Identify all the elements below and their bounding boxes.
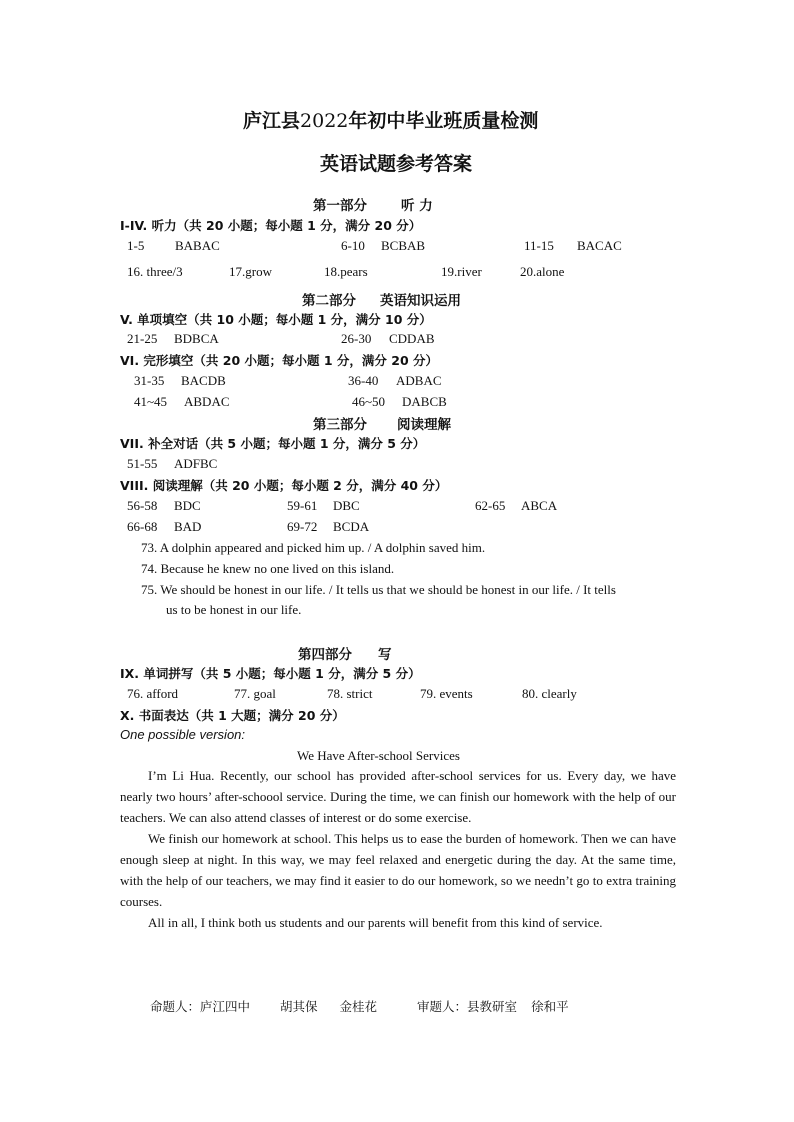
answer-range: 51-55 xyxy=(127,456,158,471)
essay-paragraph: I’m Li Hua. Recently, our school has provided after-school services for us. Every day, we have nearly two hours’ after-schoool service. During the time, we can finish our homework with the help of our teachers. We can also attend classes of interest or do some exercise. xyxy=(120,768,676,825)
word-answer: 18.pears xyxy=(324,264,368,279)
short-answer: 73. A dolphin appeared and picked him up. / A dolphin saved him. xyxy=(141,540,486,555)
word-answer: 77. goal xyxy=(234,686,276,701)
answer-letters: ADFBC xyxy=(174,456,218,471)
part1-heading xyxy=(313,194,433,214)
part3-heading xyxy=(313,413,451,433)
part1-topic: 听 力 xyxy=(401,198,433,214)
word-answer: 76. afford xyxy=(127,686,179,701)
section-heading: X. 书面表达（共 1 大题；满分 20 分） xyxy=(120,708,345,723)
essay-paragraph: All in all, I think both us students and our parents will benefit from this kind of service. xyxy=(148,915,603,930)
answer-range: 46~50 xyxy=(352,394,386,409)
answer-letters: BCDA xyxy=(333,519,370,534)
section-heading: I-IV. 听力（共 20 小题；每小题 1 分，满分 20 分） xyxy=(120,218,422,233)
part2-topic: 英语知识运用 xyxy=(380,293,461,309)
short-answer-continued: us to be honest in our life. xyxy=(166,602,302,617)
answer-range: 66-68 xyxy=(127,519,158,534)
answer-range: 11-15 xyxy=(524,238,554,253)
title-county: 庐江县 xyxy=(243,110,301,132)
answer-letters: BAD xyxy=(174,519,202,534)
answer-range: 26-30 xyxy=(341,331,372,346)
answer-letters: ABDAC xyxy=(184,394,230,409)
reviewer-name: 徐和平 xyxy=(531,999,569,1014)
part2-name: 第二部分 xyxy=(302,293,356,309)
word-answer: 79. events xyxy=(420,686,473,701)
word-answer: 16. three/3 xyxy=(127,264,183,279)
answer-range: 59-61 xyxy=(287,498,318,513)
version-label: One possible version: xyxy=(120,727,246,742)
part2-heading xyxy=(302,289,461,309)
part4-topic: 写 xyxy=(378,647,392,663)
answer-letters: BACAC xyxy=(577,238,622,253)
title-rest: 年初中毕业班质量检测 xyxy=(348,110,539,132)
author-name: 金桂花 xyxy=(339,999,378,1014)
part1-name: 第一部分 xyxy=(313,198,367,214)
part3-name: 第三部分 xyxy=(313,417,367,433)
section-heading: VI. 完形填空（共 20 小题；每小题 1 分，满分 20 分） xyxy=(120,353,439,368)
answer-range: 21-25 xyxy=(127,331,158,346)
answer-letters: BACDB xyxy=(181,373,226,388)
word-answer: 80. clearly xyxy=(522,686,577,701)
part3-topic: 阅读理解 xyxy=(397,417,451,433)
answer-letters: ABCA xyxy=(521,498,558,513)
answer-range: 41~45 xyxy=(134,394,168,409)
title-year: 2022 xyxy=(300,110,349,132)
part4-name: 第四部分 xyxy=(298,647,352,663)
answer-letters: BCBAB xyxy=(381,238,426,253)
section-heading: V. 单项填空（共 10 小题；每小题 1 分，满分 10 分） xyxy=(120,312,432,327)
answer-range: 36-40 xyxy=(348,373,379,388)
answer-range: 1-5 xyxy=(127,238,145,253)
answer-range: 31-35 xyxy=(134,373,165,388)
short-answer: 74. Because he knew no one lived on this island. xyxy=(141,561,395,576)
answer-letters: ADBAC xyxy=(396,373,442,388)
answer-range: 6-10 xyxy=(341,238,365,253)
word-answer: 20.alone xyxy=(520,264,565,279)
answer-letters: DBC xyxy=(333,498,360,513)
section-heading: VIII. 阅读理解（共 20 小题；每小题 2 分，满分 40 分） xyxy=(120,478,448,493)
answer-letters: DABCB xyxy=(402,394,447,409)
answer-range: 69-72 xyxy=(287,519,318,534)
word-answer: 17.grow xyxy=(229,264,272,279)
footer xyxy=(150,997,569,1015)
section-heading: IX. 单词拼写（共 5 小题；每小题 1 分，满分 5 分） xyxy=(120,666,421,681)
answer-letters: BDC xyxy=(174,498,201,513)
page-title xyxy=(243,106,538,133)
answer-range: 56-58 xyxy=(127,498,158,513)
section-heading: VII. 补全对话（共 5 小题；每小题 1 分，满分 5 分） xyxy=(120,436,426,451)
word-answer: 19.river xyxy=(441,264,482,279)
essay-paragraph: We finish our homework at school. This helps us to ease the burden of homework. Then we can have enough sleep at night. In this way, we may feel relaxed and energetic during the day. At the same time, with the help of our teachers, we may find it easier to do our homework, so we needn’t go to extra training courses. xyxy=(120,831,676,909)
answer-letters: BABAC xyxy=(175,238,220,253)
author-name: 胡其保 xyxy=(280,999,318,1014)
essay-body xyxy=(120,765,676,933)
page-subtitle: 英语试题参考答案 xyxy=(320,153,473,175)
author-label: 命题人：庐江四中 xyxy=(150,999,251,1014)
part4-heading xyxy=(298,643,392,663)
word-answer: 78. strict xyxy=(327,686,373,701)
reviewer-label: 审题人：县教研室 xyxy=(417,999,518,1014)
answer-range: 62-65 xyxy=(475,498,506,513)
essay-title: We Have After-school Services xyxy=(297,748,460,763)
short-answer: 75. We should be honest in our life. / It tells us that we should be honest in our life. / It tells xyxy=(141,582,616,597)
answer-letters: BDBCA xyxy=(174,331,219,346)
answer-letters: CDDAB xyxy=(389,331,435,346)
